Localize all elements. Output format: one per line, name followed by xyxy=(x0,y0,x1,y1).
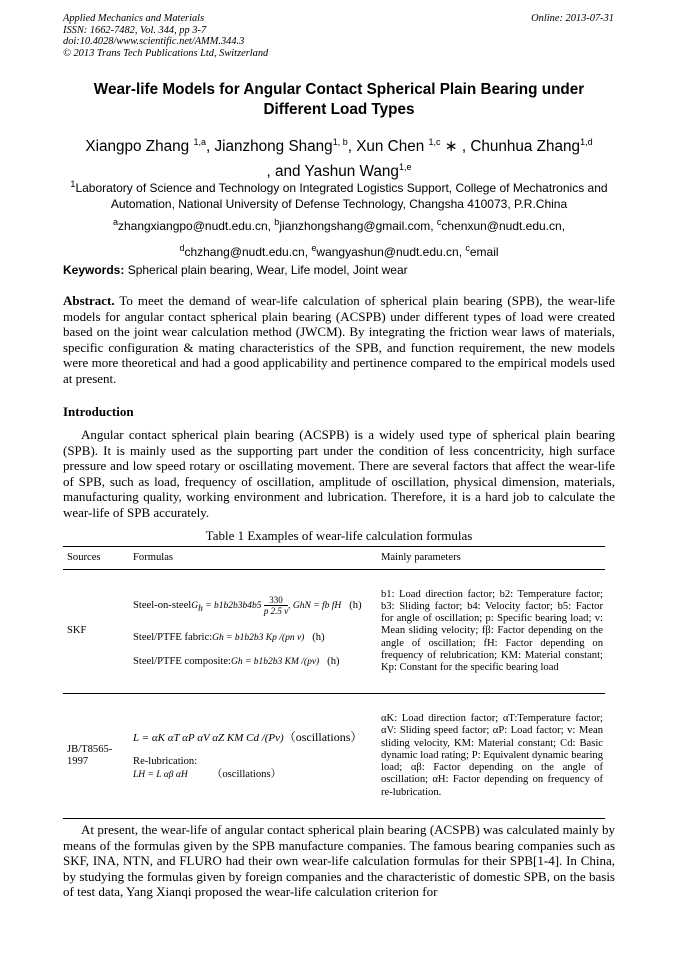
formula-line xyxy=(133,769,377,781)
email-link[interactable]: wangyashun@nudt.edu.cn, xyxy=(316,245,466,259)
formula-expr: , GhN = fb fH xyxy=(288,600,342,611)
formula-line xyxy=(133,632,377,644)
table-header-row xyxy=(63,547,605,570)
parameters-cell: b1: Load direction factor; b2: Temperature factor; b3: Sliding factor; b4: Velocity factor; b5: Factor for angle of oscillation; p: Specific bearing load; v: Mean sliding velocity; fβ: Factor depending on the angle of oscillation; fH: Factor depending on frequency of relubrication; KM: Material constant; Kp: Constant for the specific bearing load xyxy=(377,570,605,694)
table-header-cell: Sources xyxy=(63,547,129,570)
formula-expr: = b1b2b3b4b5 xyxy=(202,600,264,611)
abstract-text: To meet the demand of wear-life calculation of spherical plain bearing (SPB), the wear-life models for angular contact spherical plain bearing (ACSPB) under different types of load were created based on the joint wear calculation method (JWCM). By integrating the friction wear laws of materials, specific configuration & mating characteristics of the SPB, and function requirement, the new models were more theoretical and had a good applicability and pertinence compared to the empirical models used at present. xyxy=(63,293,615,386)
table-header-cell: Formulas xyxy=(129,547,377,570)
email-placeholder: email xyxy=(469,245,499,259)
formula-unit: （oscillations） xyxy=(283,730,363,745)
title-line-1: Wear-life Models for Angular Contact Spherical Plain Bearing under xyxy=(93,81,585,98)
formula-label: Steel/PTFE fabric: xyxy=(133,631,213,643)
keywords-label: Keywords: xyxy=(63,263,125,277)
title-line-2: Different Load Types xyxy=(263,101,415,118)
formulas-table xyxy=(63,546,605,819)
source-cell: JB/T8565-1997 xyxy=(63,694,129,819)
formula-unit: (h) xyxy=(327,656,340,667)
formula-fraction xyxy=(264,595,288,616)
author-name: ∗ , Chunhua Zhang xyxy=(440,138,581,156)
online-date: Online: 2013-07-31 xyxy=(531,13,614,24)
journal-name: Applied Mechanics and Materials xyxy=(63,13,205,24)
formula-line xyxy=(133,656,377,668)
parameters-cell: αK: Load direction factor; αT:Temperature factor; αV: Sliding speed factor; αP: Load factor; v: Mean sliding velocity, KM: Material constant; Cd: Basic dynamic load rating; P: Equivalent dynamic bearing load; αβ: Factor depending on the angle of oscillation; αH: Factor depending on frequency of re-lubrication. xyxy=(377,694,605,819)
author-sup: 1, b xyxy=(332,137,348,147)
journal-doi: doi:10.4028/www.scientific.net/AMM.344.3 xyxy=(63,36,245,48)
author-name: Xiangpo Zhang xyxy=(85,138,194,156)
formula-label: Re-lubrication: xyxy=(133,756,198,768)
intro-paragraph-1: Angular contact spherical plain bearing (ACSPB) is a widely used type of spherical plain bearing (SPB). It is mainly used as the supporting part under the condition of less concentricity, high surface pressure and low speed rotary or oscillating movement. There are several factors that affect the wear-life of SPB, such as load, frequency of oscillation, amplitude of oscillation, physical dimension, materials, manufacturing quality, working environment and lubrication. Therefore, it is a hard job to calculate the wear-life of SPB accurately. xyxy=(63,427,615,520)
affiliation xyxy=(60,177,618,212)
email-sup: c xyxy=(436,217,442,227)
email-link[interactable]: zhangxiangpo@nudt.edu.cn, xyxy=(117,219,275,233)
email-link[interactable]: chzhang@nudt.edu.cn, xyxy=(184,245,312,259)
formula-sub: h xyxy=(198,603,203,614)
author-name: , and Yashun Wang xyxy=(266,163,399,181)
section-heading: Introduction xyxy=(63,404,134,419)
table-header-cell: Mainly parameters xyxy=(377,547,605,570)
email-sup: d xyxy=(179,243,185,253)
fraction-numerator: 330 xyxy=(264,595,288,606)
formula-label: Steel/PTFE composite: xyxy=(133,656,231,667)
formula-expr: G xyxy=(191,600,199,611)
abstract xyxy=(63,293,615,387)
author-name: , Jianzhong Shang xyxy=(205,138,333,156)
paper-title xyxy=(60,80,618,120)
formula-unit: (h) xyxy=(312,631,325,643)
email-sup: a xyxy=(112,217,118,227)
formula-label: Steel-on-steel xyxy=(133,599,192,611)
formula-cell xyxy=(129,570,377,694)
author-sup: 1,a xyxy=(193,137,206,147)
keywords-text: Spherical plain bearing, Wear, Life model, Joint wear xyxy=(124,263,408,277)
formula-unit: (h) xyxy=(349,599,362,611)
journal-issn: ISSN: 1662-7482, Vol. 344, pp 3-7 xyxy=(63,24,207,36)
formula-line xyxy=(133,731,377,744)
formula-expr: LH = L αβ αH xyxy=(133,769,188,780)
formula-cell xyxy=(129,694,377,819)
author-sup: 1,c xyxy=(428,137,441,147)
formula-unit: （oscillations） xyxy=(211,768,282,780)
email-link[interactable]: jianzhongshang@gmail.com, xyxy=(279,219,437,233)
affiliation-text: Laboratory of Science and Technology on Integrated Logistics Support, College of Mechatronics and Automation, National University of Defense Technology, Changsha 410073, P.R.China xyxy=(75,181,608,211)
affiliation-sup: 1 xyxy=(70,179,76,189)
table-row xyxy=(63,694,605,819)
source-cell: SKF xyxy=(63,570,129,694)
formula-expr: Gh = b1b2b3 Kp /(pn v) xyxy=(212,632,305,643)
author-sup: 1,d xyxy=(580,137,593,147)
journal-header xyxy=(63,13,268,59)
author-name: , Xun Chen xyxy=(347,138,429,156)
intro-paragraph-2: At present, the wear-life of angular contact spherical plain bearing (ACSPB) was calculated mainly by means of the formulas given by the SPB manufacture companies. The famous bearing companies such as SKF, INA, NTN, and FLURO had their own wear-life calculation formulas for their SPB[1-4]. In China, by studying the formulas given by foreign companies and the characteristic of domestic SPB, on the basis of test data, Yang Xianqi proposed the wear-life calculation criterion for xyxy=(63,822,615,900)
keywords xyxy=(63,263,408,277)
table-caption: Table 1 Examples of wear-life calculation formulas xyxy=(205,528,473,543)
author-emails xyxy=(60,211,618,263)
email-sup: e xyxy=(311,243,317,253)
formula-line xyxy=(133,595,377,616)
email-sup: c xyxy=(465,243,470,253)
journal-copyright: © 2013 Trans Tech Publications Ltd, Switzerland xyxy=(63,47,269,59)
formula-expr: L = αK αT αP αV αZ KM Cd /(Pv) xyxy=(133,732,284,745)
fraction-denominator: p 2.5 v xyxy=(263,605,289,616)
email-sup: b xyxy=(274,217,280,227)
formula-expr: Gh = b1b2b3 KM /(pv) xyxy=(231,657,320,667)
author-sup: 1,e xyxy=(398,162,412,173)
table-row xyxy=(63,570,605,694)
abstract-label: Abstract. xyxy=(63,293,115,308)
author-list xyxy=(50,132,628,182)
email-link[interactable]: chenxun@nudt.edu.cn, xyxy=(441,219,566,233)
